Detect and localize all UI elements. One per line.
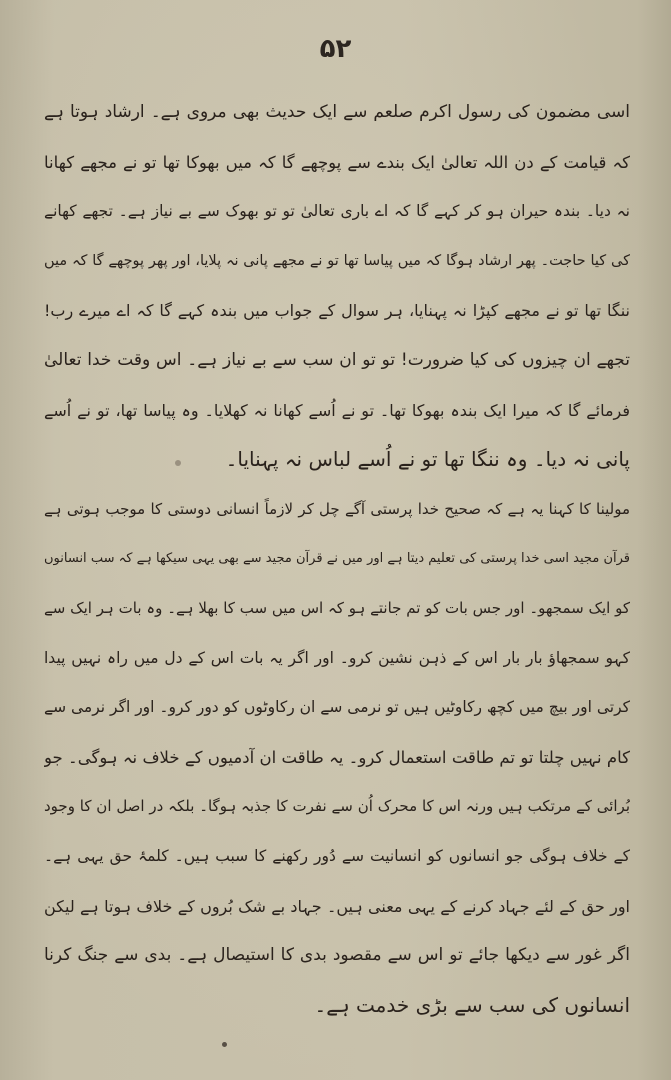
- text-line: کہ قیامت کے دن اللہ تعالیٰ ایک بندے سے پوچھے گا کہ میں بھوکا تھا تو نے مجھے کھانا: [44, 152, 630, 172]
- text-line: اسی مضمون کی رسول اکرم صلعم سے ایک حدیث بھی مروی ہے۔ ارشاد ہوتا ہے: [44, 102, 630, 122]
- text-line: اگر غور سے دیکھا جائے تو اس سے مقصود بدی کا استیصال ہے۔ بدی سے جنگ کرنا: [44, 945, 630, 966]
- text-line: تجھے ان چیزوں کی کیا ضرورت! تو تو ان سب سے بے نیاز ہے۔ اس وقت خدا تعالیٰ: [44, 349, 630, 370]
- text-line: اور حق کے لئے جہاد کرنے کے یہی معنی ہیں۔ جہاد بے شک بُروں کے خلاف ہوتا ہے لیکن: [44, 896, 630, 916]
- text-line: قرآن مجید اسی خدا پرستی کی تعلیم دیتا ہے اور میں نے قرآن مجید سے بھی یہی سیکھا ہے کہ سب انسانوں: [44, 551, 630, 567]
- text-line: مولینا کا کہنا یہ ہے کہ صحیح خدا پرستی آگے چل کر لازماً انسانی دوستی کا موجب ہوتی ہے: [44, 499, 630, 518]
- text-line: کہو سمجھاؤ بار بار اس کے ذہن نشین کرو۔ اور اگر یہ بات اس کے دل میں راہ نہیں پیدا: [44, 648, 630, 667]
- ink-dot: [222, 1042, 227, 1047]
- page-number: ۵۲: [319, 34, 352, 64]
- text-line: ننگا تھا تو نے مجھے کپڑا نہ پہنایا، ہر سوال کے جواب میں بندہ کہے گا کہ اے میرے رب!: [44, 301, 630, 321]
- text-line: کام نہیں چلتا تو تم طاقت استعمال کرو۔ یہ طاقت ان آدمیوں کے خلاف نہ ہوگی۔ جو: [44, 747, 630, 767]
- text-line: کو ایک سمجھو۔ اور جس بات کو تم جانتے ہو کہ اس میں سب کا بھلا ہے۔ وہ بات ہر ایک سے: [44, 598, 630, 617]
- text-line: کرتی اور بیچ میں کچھ رکاوٹیں ہیں تو نرمی سے ان رکاوٹوں کو دور کرو۔ اور اگر نرمی سے: [44, 698, 630, 717]
- urdu-text-block: [44, 88, 630, 1030]
- text-line: نہ دیا۔ بندہ حیران ہو کر کہے گا کہ اے باری تعالیٰ تو تو بھوک سے بے نیاز ہے۔ تجھے کھانے: [44, 202, 630, 221]
- text-line: کے خلاف ہوگی جو انسانوں کو انسانیت سے دُور رکھنے کا سبب ہیں۔ کلمۂ حق یہی ہے۔: [44, 846, 630, 865]
- text-line: فرمائے گا کہ میرا ایک بندہ بھوکا تھا۔ تو نے اُسے کھانا نہ کھلایا۔ وہ پیاسا تھا، تو نے اُسے: [44, 400, 630, 420]
- text-line: انسانوں کی سب سے بڑی خدمت ہے۔: [314, 992, 630, 1017]
- text-line: کی کیا حاجت۔ پھر ارشاد ہوگا کہ میں پیاسا تھا تو نے مجھے پانی نہ پلایا، اور پھر پوچھے گا کہ میں: [44, 252, 630, 269]
- text-line: بُرائی کے مرتکب ہیں ورنہ اس کا محرک اُن سے نفرت کا جذبہ ہوگا۔ بلکہ در اصل ان کا وجود: [44, 797, 630, 816]
- ink-smudge: [175, 460, 181, 466]
- text-line: پانی نہ دیا۔ وہ ننگا تھا تو نے اُسے لباس نہ پہنایا۔: [225, 447, 630, 472]
